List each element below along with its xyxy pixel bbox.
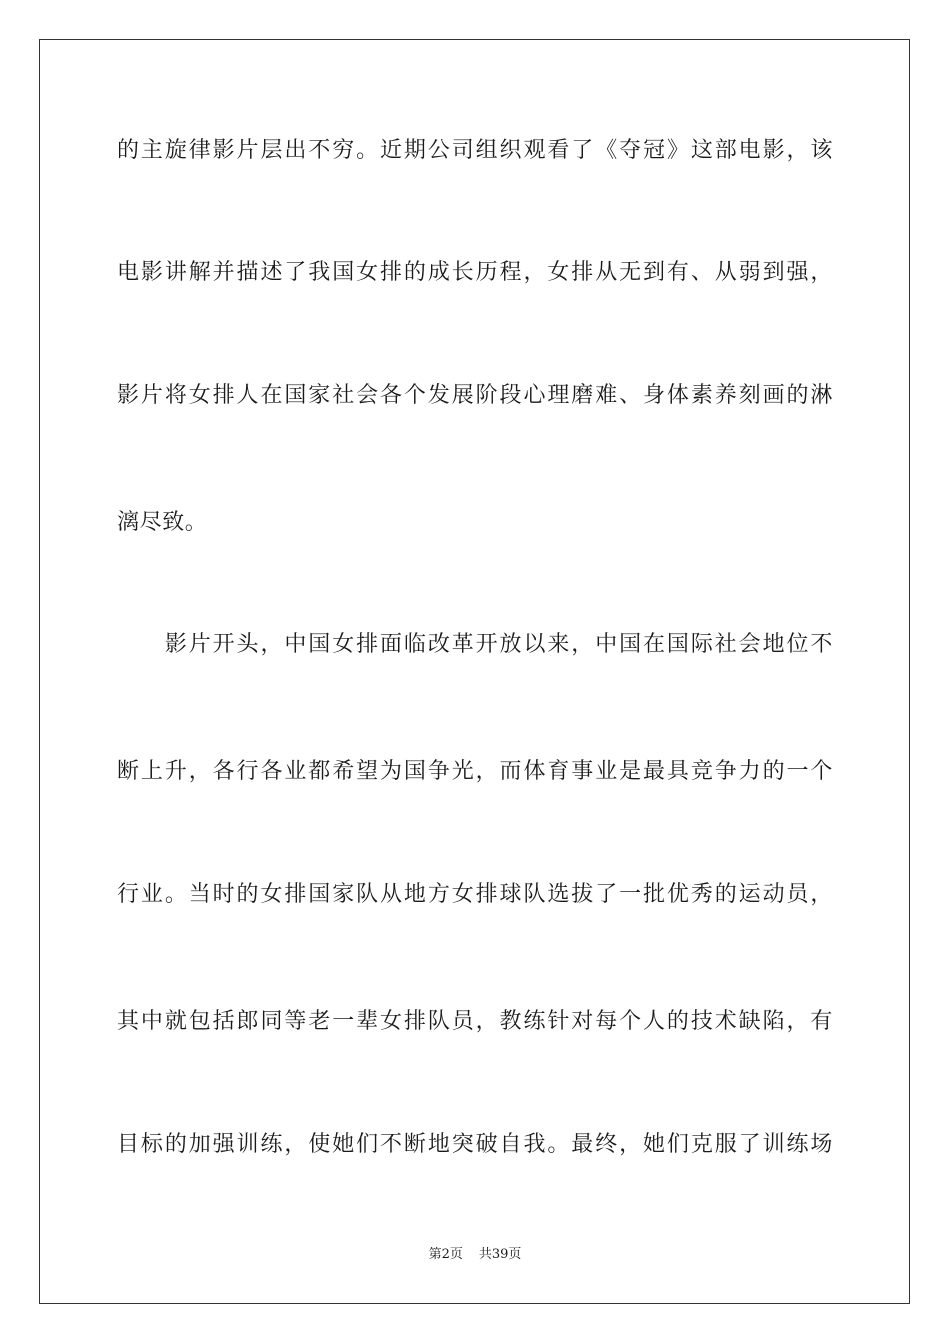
body-line: 行业。当时的女排国家队从地方女排球队选拔了一批优秀的运动员， <box>117 882 833 907</box>
body-line: 影片将女排人在国家社会各个发展阶段心理磨难、身体素养刻画的淋 <box>117 383 833 408</box>
page-number: 第2页 <box>428 1247 463 1262</box>
page-total: 共39页 <box>478 1247 522 1262</box>
body-line: 影片开头，中国女排面临改革开放以来，中国在国际社会地位不 <box>117 632 833 657</box>
body-line: 其中就包括郎同等老一辈女排队员，教练针对每个人的技术缺陷，有 <box>117 1009 833 1034</box>
page-border <box>39 39 910 1304</box>
body-line: 目标的加强训练，使她们不断地突破自我。最终，她们克服了训练场 <box>117 1132 833 1157</box>
body-line: 电影讲解并描述了我国女排的成长历程，女排从无到有、从弱到强， <box>117 260 833 285</box>
body-line: 的主旋律影片层出不穷。近期公司组织观看了《夺冠》这部电影，该 <box>117 138 833 163</box>
page-footer <box>0 1246 950 1264</box>
body-line: 断上升，各行各业都希望为国争光，而体育事业是最具竞争力的一个 <box>117 759 833 784</box>
body-line: 漓尽致。 <box>117 510 208 535</box>
